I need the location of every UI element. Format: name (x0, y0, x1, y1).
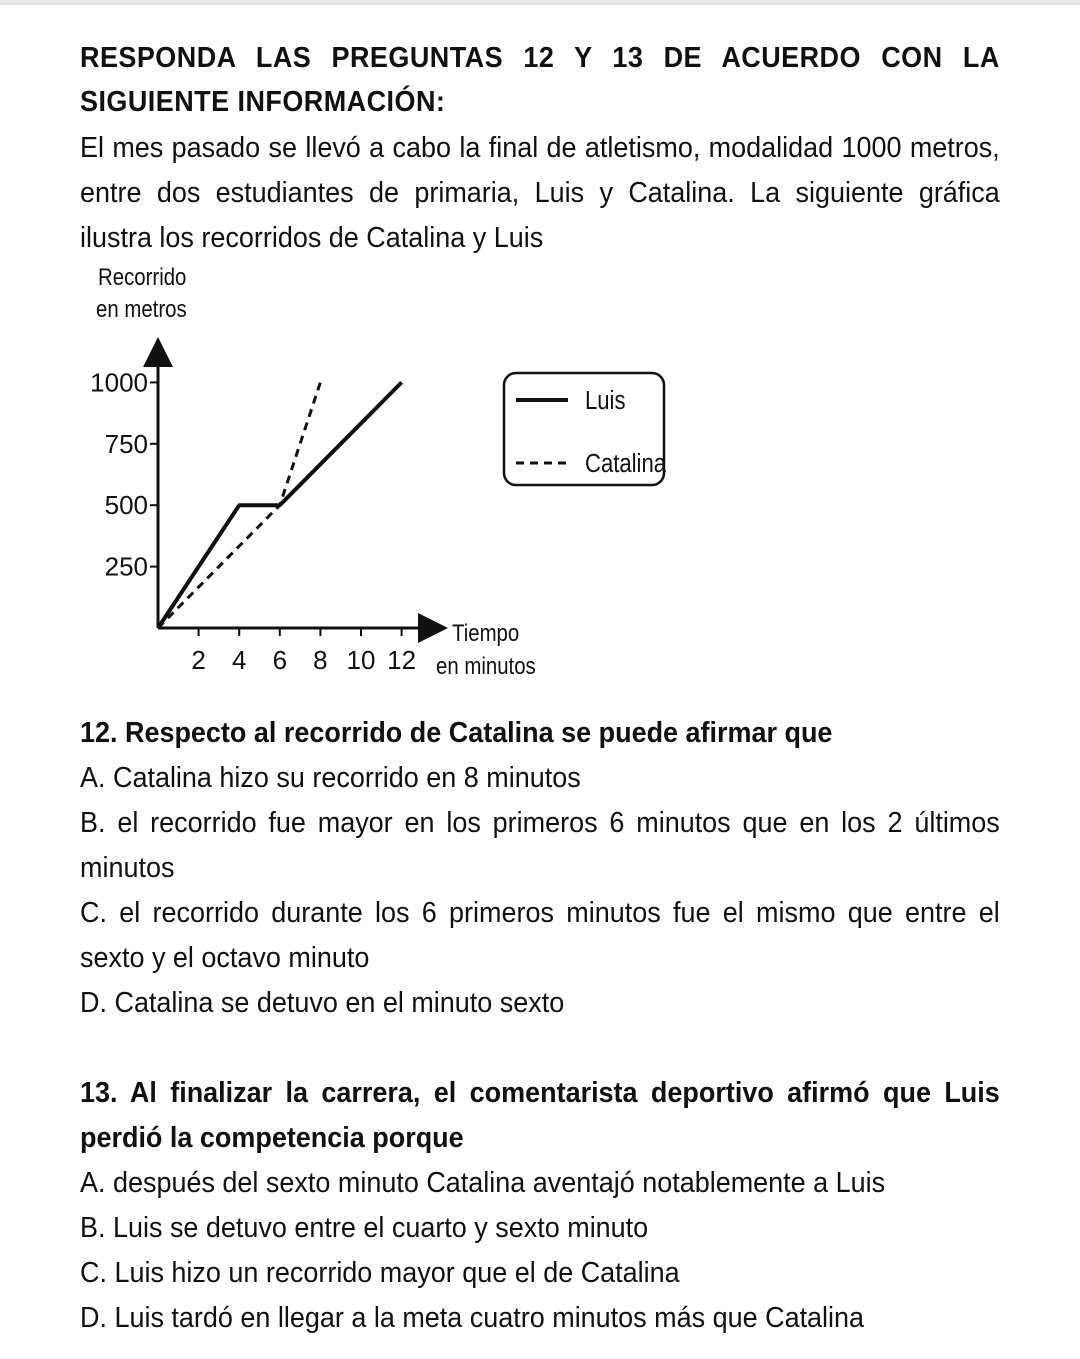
line-chart (80, 255, 700, 695)
question-13-option-c: C. Luis hizo un recorrido mayor que el de Catalina (80, 1257, 680, 1289)
x-tick-label: 10 (346, 645, 376, 675)
question-13-option-b: B. Luis se detuvo entre el cuarto y sexto minuto (80, 1212, 649, 1244)
x-tick-label: 2 (191, 645, 206, 675)
y-tick-label: 1000 (90, 367, 148, 398)
question-13 (80, 1071, 1000, 1341)
info-block (80, 36, 1000, 261)
x-axis-title-line1: Tiempo (452, 619, 520, 647)
question-12-option-c: C. el recorrido durante los 6 primeros minutos fue el mismo que entre el sexto y el octavo minuto (80, 897, 1000, 974)
y-axis-title-line2: en metros (96, 295, 187, 323)
top-border (0, 0, 1080, 5)
instruction-heading: RESPONDA LAS PREGUNTAS 12 Y 13 DE ACUERDO CON LA SIGUIENTE INFORMACIÓN: (80, 42, 1000, 118)
y-tick-label: 500 (104, 490, 148, 521)
question-13-option-a: A. después del sexto minuto Catalina aventajó notablemente a Luis (80, 1167, 886, 1199)
question-12-option-a: A. Catalina hizo su recorrido en 8 minutos (80, 762, 581, 794)
y-axis-title-line1: Recorrido (98, 263, 187, 291)
x-axis-title-line2: en minutos (436, 652, 536, 680)
intro-paragraph: El mes pasado se llevó a cabo la final de atletismo, modalidad 1000 metros, entre dos estudiantes de primaria, Luis y Catalina. La siguiente gráfica ilustra los recorridos de Catalina y Luis (80, 132, 1000, 254)
question-12-option-b: B. el recorrido fue mayor en los primeros 6 minutos que en los 2 últimos minutos (80, 807, 1000, 884)
question-12 (80, 711, 1000, 1026)
chart (80, 255, 700, 695)
y-tick-label: 750 (104, 428, 148, 459)
x-tick-label: 6 (272, 645, 288, 675)
x-tick-label: 4 (231, 645, 247, 675)
y-tick-label: 250 (104, 551, 148, 582)
legend-label-catalina: Catalina (585, 449, 667, 479)
question-12-option-d: D. Catalina se detuvo en el minuto sexto (80, 987, 565, 1019)
x-tick-label: 8 (313, 645, 328, 675)
question-13-option-d: D. Luis tardó en llegar a la meta cuatro minutos más que Catalina (80, 1302, 865, 1334)
x-tick-label: 12 (387, 645, 417, 675)
question-13-title: 13. Al finalizar la carrera, el comentarista deportivo afirmó que Luis perdió la competencia porque (80, 1077, 1000, 1154)
question-12-title: 12. Respecto al recorrido de Catalina se puede afirmar que (80, 717, 833, 749)
legend-label-luis: Luis (585, 386, 626, 416)
